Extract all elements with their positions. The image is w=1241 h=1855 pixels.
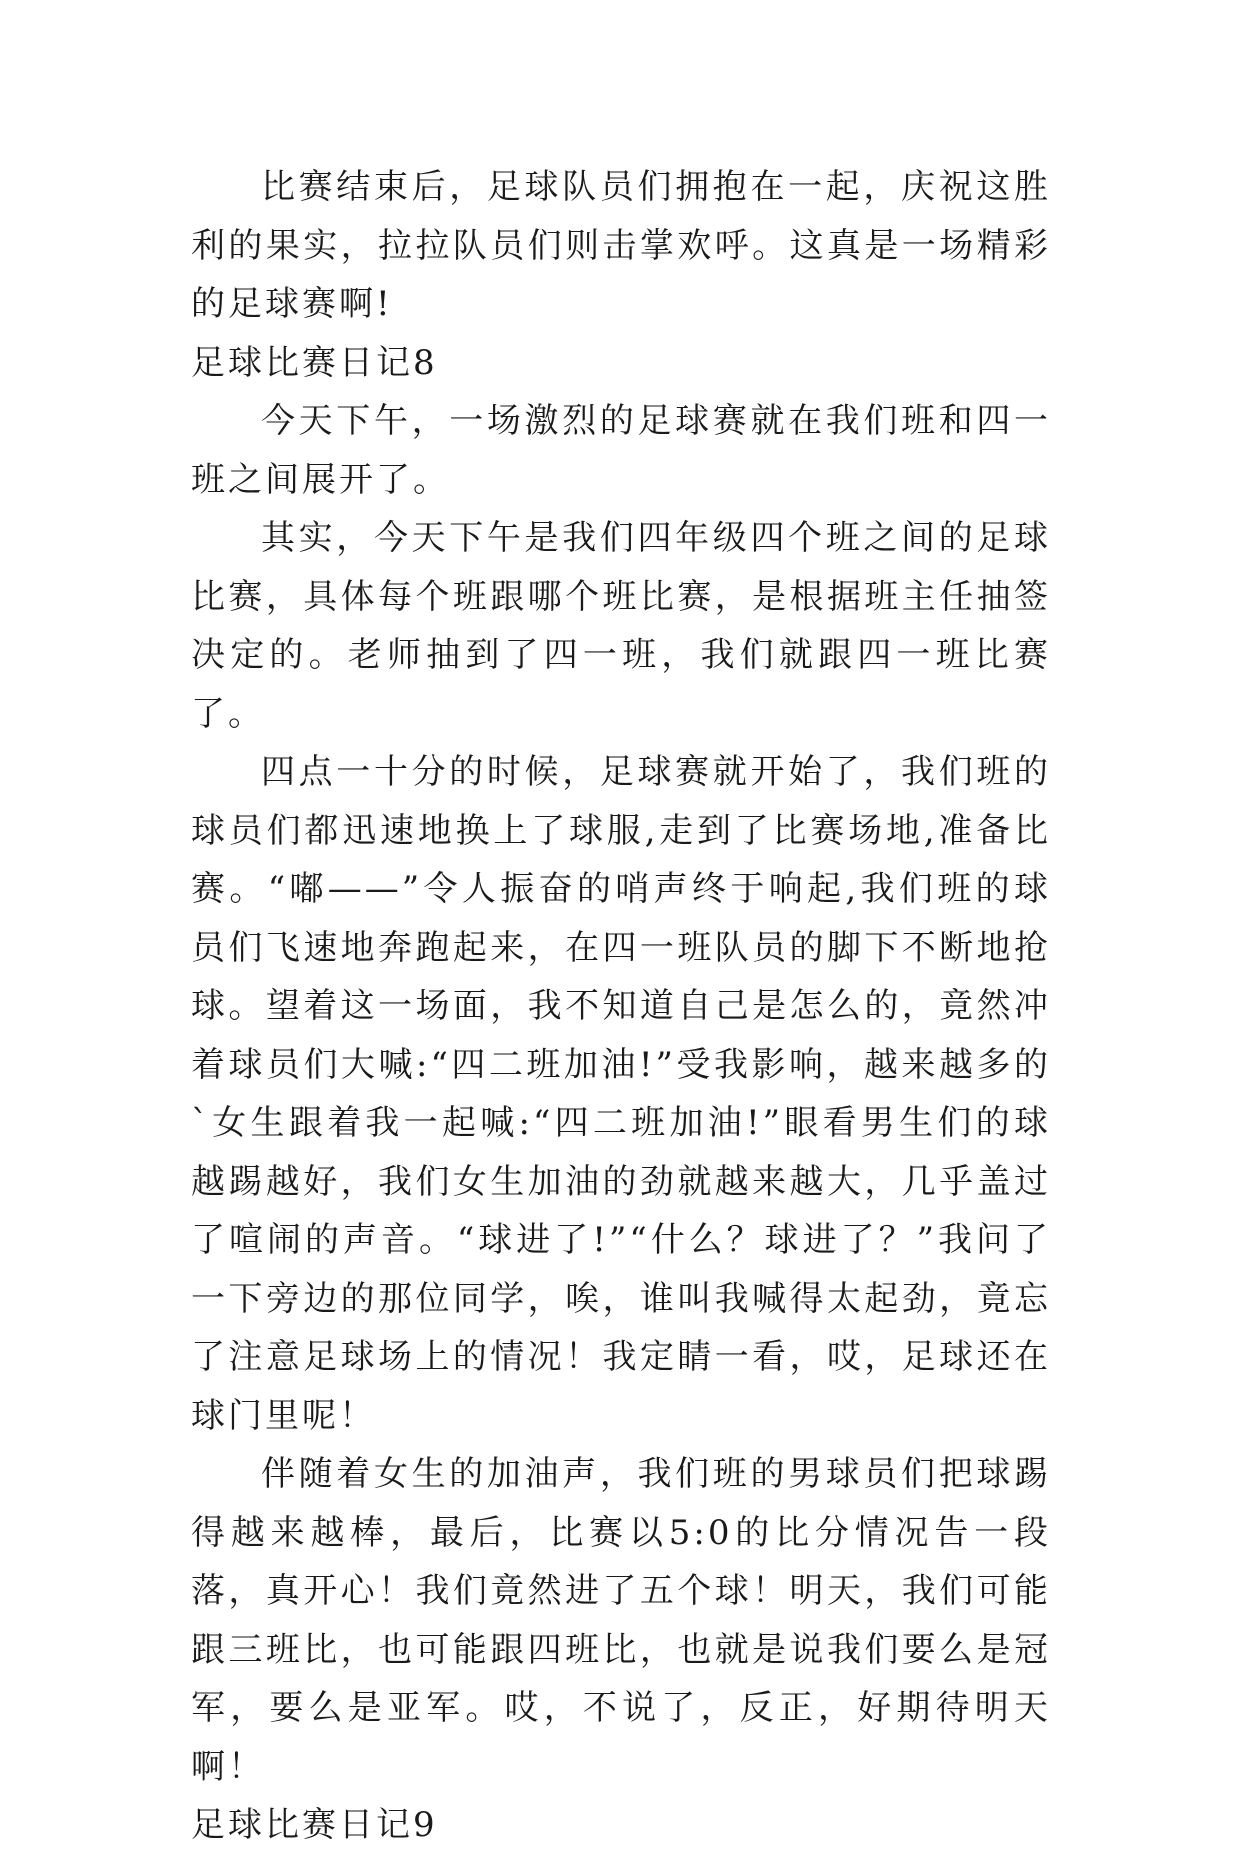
section-heading: 足球比赛日记9 xyxy=(191,1805,438,1845)
document-body xyxy=(191,158,1051,1855)
paragraph: 四点一十分的时候，足球赛就开始了，我们班的球员们都迅速地换上了球服,走到了比赛场地,准备比赛。“嘟——”令人振奋的哨声终于响起,我们班的球员们飞速地奔跑起来，在四一班队员的脚下不断地抢球。望着这一场面，我不知道自己是怎么的，竟然冲着球员们大喊:“四二班加油!”受我影响，越来越多的`女生跟着我一起喊:“四二班加油!”眼看男生们的球越踢越好，我们女生加油的劲就越来越大，几乎盖过了喧闹的声音。“球进了!”“什么？球进了？”我问了一下旁边的那位同学，唉，谁叫我喊得太起劲，竟忘了注意足球场上的情况！我定睛一看，哎，足球还在球门里呢！ xyxy=(191,752,1051,1436)
paragraph: 今天下午，一场激烈的足球赛就在我们班和四一班之间展开了。 xyxy=(191,401,1051,500)
section-heading: 足球比赛日记8 xyxy=(191,342,438,383)
paragraph: 伴随着女生的加油声，我们班的男球员们把球踢得越来越棒，最后，比赛以5:0的比分情况告一段落，真开心！我们竟然进了五个球！明天，我们可能跟三班比，也可能跟四班比，也就是说我们要么是冠军，要么是亚军。哎，不说了，反正，好期待明天啊！ xyxy=(191,1454,1051,1787)
paragraph: 比赛结束后，足球队员们拥抱在一起，庆祝这胜利的果实，拉拉队员们则击掌欢呼。这真是一场精彩的足球赛啊! xyxy=(191,167,1051,324)
paragraph: 其实，今天下午是我们四年级四个班之间的足球比赛，具体每个班跟哪个班比赛，是根据班主任抽签决定的。老师抽到了四一班，我们就跟四一班比赛了。 xyxy=(191,518,1051,734)
